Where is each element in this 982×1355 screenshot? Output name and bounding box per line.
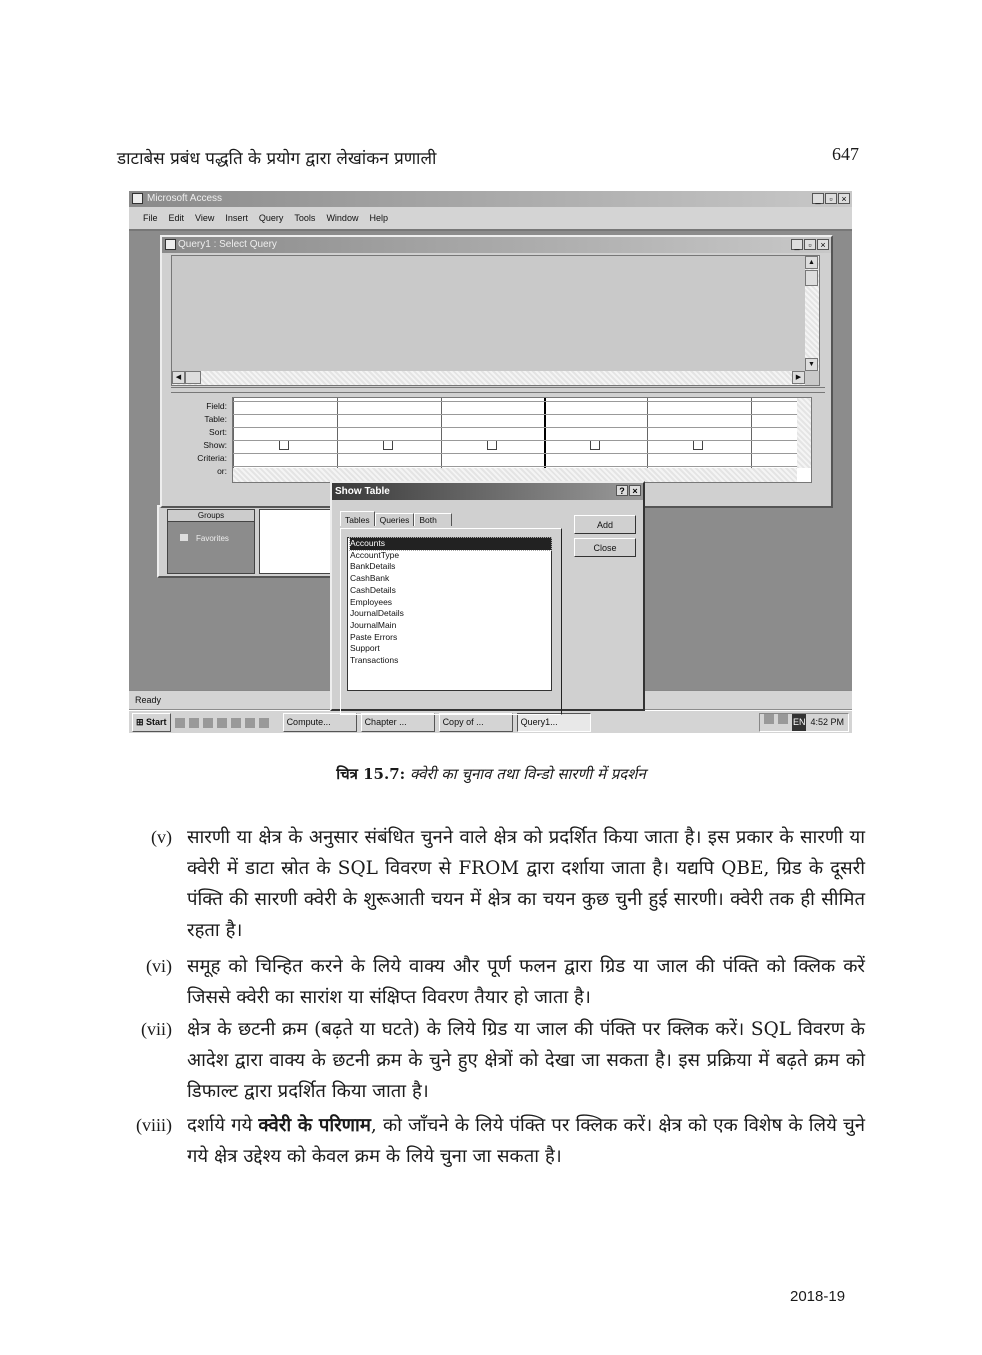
label-or: or: — [217, 466, 227, 476]
task-query1[interactable]: Query1... — [517, 713, 591, 732]
menu-file[interactable]: File — [143, 213, 158, 223]
item-label: (vii) — [141, 1019, 172, 1039]
status-text: Ready — [135, 695, 162, 705]
show-checkbox[interactable] — [279, 440, 289, 450]
menu-window[interactable]: Window — [326, 213, 359, 223]
app2-icon[interactable] — [245, 718, 255, 728]
query-icon — [165, 239, 176, 250]
hscroll-thumb[interactable] — [185, 371, 201, 384]
table-pane-hscrollbar[interactable] — [172, 371, 805, 385]
query-window — [160, 235, 833, 508]
objects-pane — [259, 509, 331, 574]
running-header: डाटाबेस प्रबंध पद्धति के प्रयोग द्वारा लेखांकन प्रणाली — [117, 149, 437, 169]
menu-help[interactable]: Help — [369, 213, 388, 223]
label-table: Table: — [204, 414, 227, 424]
close-button[interactable]: × — [838, 193, 850, 204]
menu-insert[interactable]: Insert — [225, 213, 248, 223]
ie-icon[interactable] — [189, 718, 199, 728]
item-label: (vi) — [146, 956, 172, 976]
list-item[interactable]: Employees — [350, 596, 393, 607]
list-item[interactable]: Support — [350, 643, 380, 654]
show-checkbox[interactable] — [693, 440, 703, 450]
show-checkbox[interactable] — [487, 440, 497, 450]
database-window — [157, 505, 332, 578]
grid-row — [233, 453, 797, 454]
grid-vscrollbar[interactable] — [797, 398, 811, 468]
grid-column[interactable] — [647, 398, 648, 468]
tab-queries[interactable]: Queries — [375, 513, 415, 526]
task-chapter[interactable]: Chapter ... — [361, 713, 435, 732]
grid-row — [233, 414, 797, 415]
app-icon[interactable] — [231, 718, 241, 728]
dialog-close-button[interactable]: × — [629, 485, 641, 496]
favorites-label: Favorites — [196, 534, 229, 543]
restore-button[interactable]: ▫ — [825, 193, 837, 204]
label-criteria: Criteria: — [197, 453, 227, 463]
dialog-titlebar — [332, 483, 643, 500]
page-number: 647 — [832, 144, 859, 164]
item-text-post: , को जाँचने के लिये पंक्ति पर क्लिक करें। क्षेत्र को एक विशेष के लिये चुने गये क्षेत्र उद्देश्य को केवल क्रम के लिये चुना जा सकता है। — [187, 1115, 865, 1167]
list-item[interactable]: Paste Errors — [350, 631, 398, 642]
label-field: Field: — [206, 401, 227, 411]
item-label: (viii) — [136, 1115, 172, 1135]
item-text — [187, 1110, 865, 1172]
menu-query[interactable]: Query — [258, 213, 284, 223]
app-titlebar — [129, 191, 852, 207]
query-close-button[interactable]: × — [817, 239, 829, 250]
caption-label: चित्र 15.7: — [336, 765, 406, 783]
list-item[interactable]: Accounts — [350, 538, 551, 550]
menu-bar — [129, 207, 852, 231]
list-item[interactable]: CashDetails — [350, 584, 396, 595]
table-pane — [171, 255, 820, 386]
menu-tools[interactable]: Tools — [294, 213, 316, 223]
query-titlebar — [162, 237, 831, 253]
table-pane-vscrollbar[interactable] — [805, 256, 819, 371]
start-button[interactable]: ⊞ Start — [132, 713, 171, 732]
grid-hscrollbar[interactable] — [233, 468, 797, 482]
query-maximize-button[interactable]: ▫ — [804, 239, 816, 250]
dialog-tabs — [340, 513, 452, 526]
list-item[interactable]: CashBank — [350, 573, 390, 584]
label-show: Show: — [203, 440, 227, 450]
tray-icon[interactable] — [764, 714, 774, 724]
grid-column[interactable] — [441, 398, 442, 468]
close-dialog-button[interactable]: Close — [574, 538, 636, 557]
list-item-vii — [120, 1014, 865, 1107]
table-list[interactable] — [347, 537, 552, 691]
system-tray — [759, 713, 849, 732]
show-checkbox[interactable] — [590, 440, 600, 450]
item-label: (v) — [151, 827, 172, 847]
grid-row — [233, 466, 797, 467]
groups-header[interactable]: Groups — [168, 510, 254, 522]
query-title: Query1 : Select Query — [178, 239, 277, 250]
clock: 4:52 PM — [810, 717, 844, 727]
quicklaunch-icon[interactable] — [175, 718, 185, 728]
tab-tables[interactable]: Tables — [340, 511, 375, 526]
favorites-item[interactable] — [180, 534, 254, 543]
volume-icon[interactable] — [778, 714, 788, 724]
list-item-viii — [120, 1110, 865, 1172]
grid-row — [233, 427, 797, 428]
task-copy-of[interactable]: Copy of ... — [439, 713, 513, 732]
list-item[interactable]: JournalDetails — [350, 608, 404, 619]
groups-panel — [167, 509, 255, 574]
outlook-icon[interactable] — [203, 718, 213, 728]
scroll-left-icon[interactable]: ◀ — [172, 371, 185, 384]
minimize-button[interactable]: _ — [812, 193, 824, 204]
show-table-dialog — [330, 481, 645, 711]
item-text: समूह को चिन्हित करने के लिये वाक्य और पूर्ण फलन द्वारा ग्रिड या जाल की पंक्ति को क्लिक करें जिससे क्वेरी का सारांश या संक्षिप्त विवरण तैयार हो जाता है। — [187, 956, 865, 1008]
list-item[interactable]: Transactions — [350, 655, 399, 666]
item-text: सारणी या क्षेत्र के अनुसार संबंधित चुनने वाले क्षेत्र को प्रदर्शित किया जाता है। इस प्रकार के सारणी या क्वेरी में डाटा स्रोत के SQL विवरण से FROM द्वारा दर्शाया जाता है। यद्यपि QBE, ग्रिड के दूसरी पंक्ति की सारणी क्वेरी के शुरूआती चयन में क्षेत्र का चयन कुछ चुनी हुई सारणी। क्वेरी तक ही सीमित रहता है। — [187, 827, 865, 941]
grid-column[interactable] — [544, 398, 546, 468]
grid-column[interactable] — [233, 398, 234, 468]
app-title: Microsoft Access — [147, 193, 223, 204]
scroll-right-icon[interactable]: ▶ — [792, 371, 805, 384]
media-icon[interactable] — [217, 718, 227, 728]
list-item[interactable]: JournalMain — [350, 619, 397, 630]
item-text-pre: दर्शाये गये — [187, 1115, 259, 1136]
grid-row — [233, 401, 797, 402]
query-minimize-button[interactable]: _ — [791, 239, 803, 250]
add-button[interactable]: Add — [574, 515, 636, 534]
tab-panel — [340, 528, 562, 715]
show-checkbox[interactable] — [383, 440, 393, 450]
list-item[interactable]: BankDetails — [350, 561, 396, 572]
access-screenshot — [129, 191, 852, 733]
scroll-down-icon[interactable]: ▼ — [805, 358, 818, 371]
footer-year: 2018-19 — [790, 1288, 846, 1305]
pane-splitter[interactable] — [171, 387, 825, 393]
language-indicator[interactable]: EN — [792, 714, 807, 731]
folder-icon — [180, 534, 188, 541]
start-label: Start — [146, 717, 167, 727]
design-grid[interactable] — [232, 397, 812, 483]
task-computer[interactable]: Compute... — [283, 713, 357, 732]
grid-row — [233, 440, 797, 441]
help-button[interactable]: ? — [616, 485, 628, 496]
tab-both[interactable]: Both — [414, 513, 452, 526]
list-item[interactable]: AccountType — [350, 549, 400, 560]
item-text: क्षेत्र के छटनी क्रम (बढ़ते या घटते) के लिये ग्रिड या जाल की पंक्ति पर क्लिक करें। SQL विवरण के आदेश द्वारा वाक्य के छटनी क्रम के चुने हुए क्षेत्रों को देखा जा सकता है। इस प्रक्रिया में बढ़ते क्रम को डिफाल्ट द्वारा प्रदर्शित किया जाता है। — [187, 1019, 865, 1102]
list-item-vi — [120, 951, 865, 1013]
scroll-up-icon[interactable]: ▲ — [805, 256, 818, 269]
grid-column[interactable] — [337, 398, 338, 468]
access-app-icon — [132, 193, 143, 204]
list-item-v — [120, 822, 865, 946]
caption-text: क्वेरी का चुनाव तथा विन्डो सारणी में प्रदर्शन — [409, 765, 646, 783]
grid-column[interactable] — [751, 398, 752, 468]
item-text-bold: क्वेरी के परिणाम — [258, 1115, 371, 1136]
app3-icon[interactable] — [259, 718, 269, 728]
menu-edit[interactable]: Edit — [168, 213, 185, 223]
label-sort: Sort: — [209, 427, 227, 437]
scroll-thumb[interactable] — [805, 270, 818, 286]
grid-row-labels — [171, 400, 227, 478]
menu-view[interactable]: View — [195, 213, 215, 223]
dialog-title: Show Table — [335, 486, 390, 497]
figure-caption — [0, 764, 982, 784]
